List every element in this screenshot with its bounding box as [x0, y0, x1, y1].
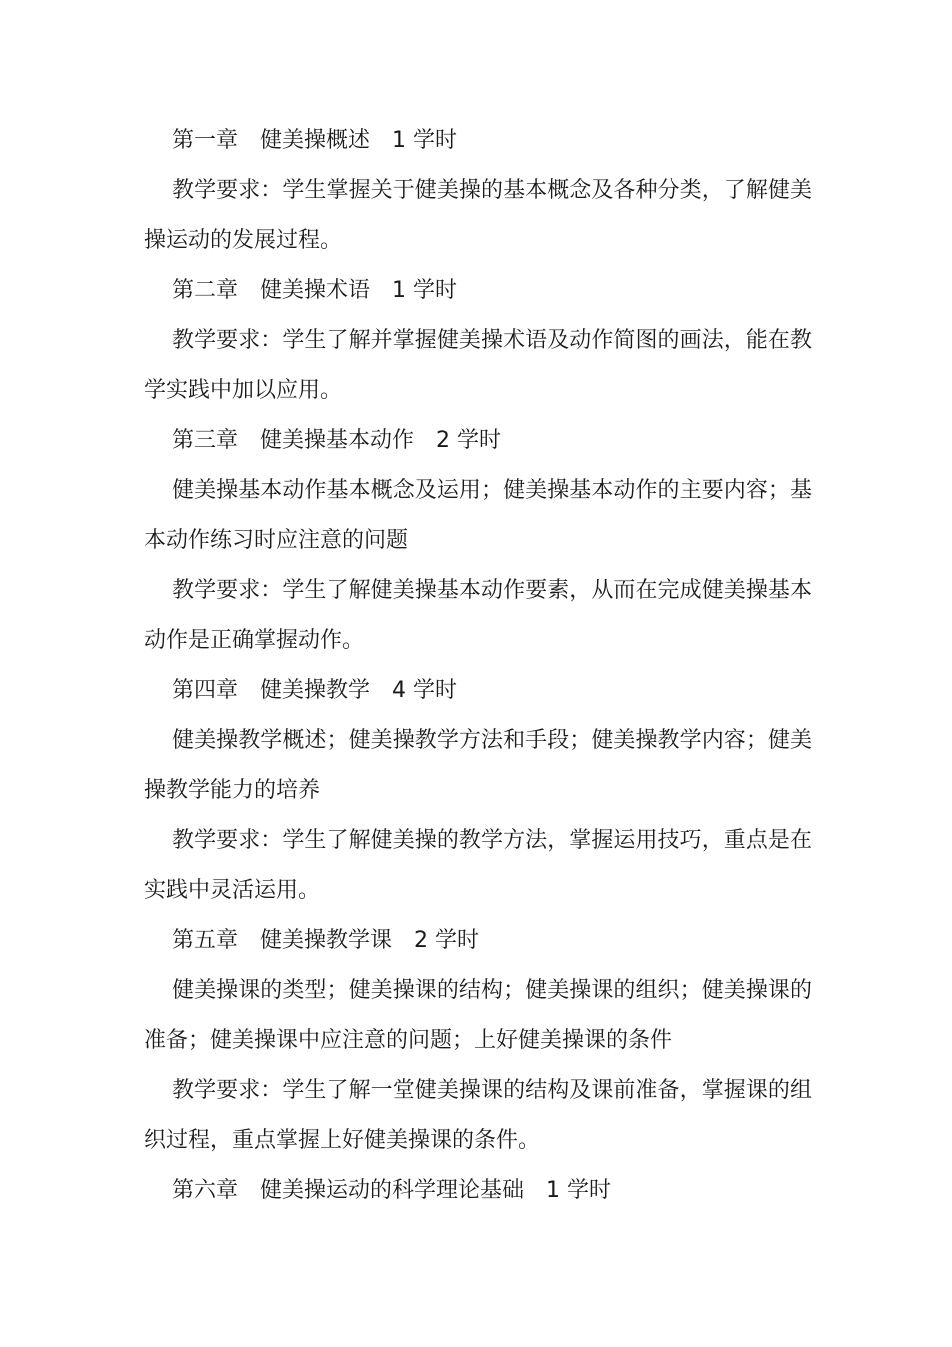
chapter-5-heading: 第五章 健美操教学课 2 学时 — [172, 928, 479, 953]
chapter-5-content: 健美操课的类型；健美操课的结构；健美操课的组织；健美操课的准备；健美操课中应注意的问题；上好健美操课的条件 — [144, 978, 812, 1053]
chapter-3-heading: 第三章 健美操基本动作 2 学时 — [172, 428, 501, 453]
chapter-1-heading: 第一章 健美操概述 1 学时 — [172, 128, 457, 153]
chapter-4-heading: 第四章 健美操教学 4 学时 — [172, 678, 457, 703]
chapter-6-heading: 第六章 健美操运动的科学理论基础 1 学时 — [172, 1178, 611, 1203]
chapter-4-requirements: 教学要求：学生了解健美操的教学方法，掌握运用技巧，重点是在实践中灵活运用。 — [144, 828, 812, 903]
chapter-2-requirements: 教学要求：学生了解并掌握健美操术语及动作简图的画法，能在教学实践中加以应用。 — [144, 328, 812, 403]
chapter-3-content: 健美操基本动作基本概念及运用；健美操基本动作的主要内容；基本动作练习时应注意的问题 — [144, 478, 812, 553]
chapter-5-requirements: 教学要求：学生了解一堂健美操课的结构及课前准备，掌握课的组织过程，重点掌握上好健美操课的条件。 — [144, 1078, 812, 1153]
document-body — [144, 116, 812, 1216]
chapter-2-heading: 第二章 健美操术语 1 学时 — [172, 278, 457, 303]
chapter-3-requirements: 教学要求：学生了解健美操基本动作要素，从而在完成健美操基本动作是正确掌握动作。 — [144, 578, 812, 653]
chapter-1-requirements: 教学要求：学生掌握关于健美操的基本概念及各种分类，了解健美操运动的发展过程。 — [144, 178, 812, 253]
chapter-4-content: 健美操教学概述；健美操教学方法和手段；健美操教学内容；健美操教学能力的培养 — [144, 728, 812, 803]
